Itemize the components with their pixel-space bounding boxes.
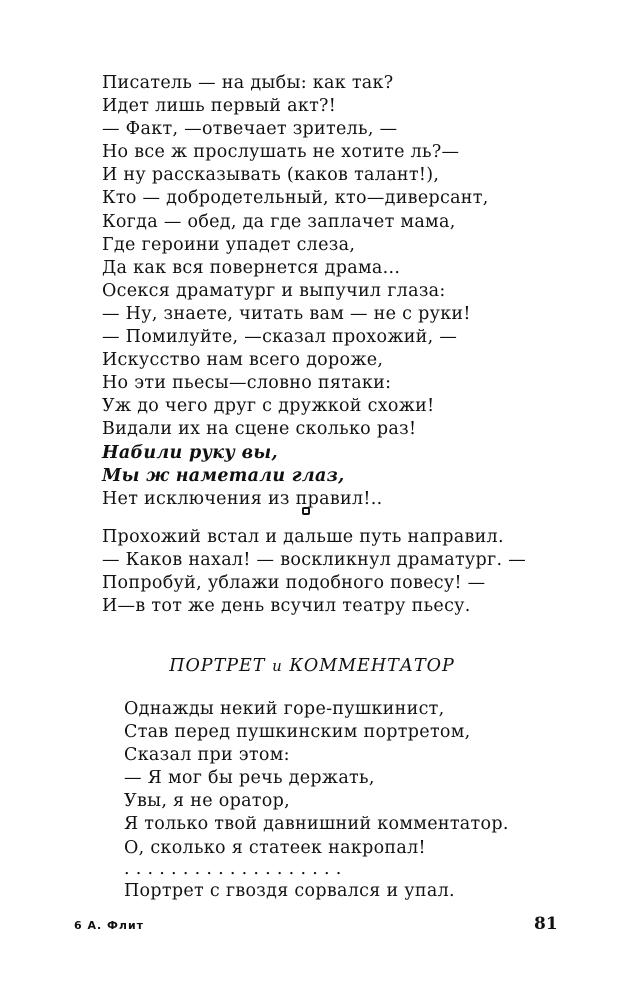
poem-line: Портрет с гвоздя сорвался и упал. — [124, 881, 455, 901]
poem-line: — Помилуйте, —сказал прохожий, — — [102, 327, 458, 348]
poem-line: Уж до чего друг с дружкой схожи! — [102, 396, 435, 417]
section-divider-icon — [302, 507, 310, 515]
poem-line: Писатель — на дыбы: как так? — [102, 73, 394, 93]
poem-line: Да как вся повернется драма... — [102, 257, 401, 278]
poem-line: Прохожий встал и дальше путь направил. — [102, 527, 504, 547]
poem-1-stanza-1 — [102, 72, 489, 511]
poem-line: Но эти пьесы—словно пятаки: — [102, 373, 392, 394]
poem-2-stanza — [124, 698, 509, 860]
poem-line: Однажды некий горе-пушкинист, — [124, 699, 445, 719]
dotted-separator: ................... — [124, 859, 348, 879]
poem-line: — Ну, знаете, читать вам — не с руки! — [102, 303, 471, 324]
poem-2-title-conjunction: и — [272, 657, 283, 675]
poem-line-italic: Набили руку вы, — [102, 442, 278, 463]
poem-line: Искусство нам всего дороже, — [102, 350, 384, 371]
poem-line: Кто — добродетельный, кто—диверсант, — [102, 188, 489, 209]
poem-line-italic: Мы ж наметали глаз, — [102, 465, 345, 486]
poem-line: Попробуй, ублажи подобного повесу! — — [102, 573, 486, 594]
poem-line: — Каков нахал! — воскликнул драматург. — — [102, 550, 527, 571]
poem-line: Нет исключения из правил!.. — [102, 488, 383, 509]
poem-2-title-part1: ПОРТРЕТ — [169, 656, 266, 676]
poem-line: Сказал при этом: — [124, 745, 290, 766]
poem-line: О, сколько я статеек накропал! — [124, 837, 426, 858]
poem-line: Увы, я не оратор, — [124, 791, 290, 812]
poem-line: И ну рассказывать (каков талант!), — [102, 165, 440, 186]
poem-line: — Факт, —отвечает зритель, — — [102, 119, 398, 140]
poem-line: Я только твой давнишний комментатор. — [124, 814, 509, 835]
poem-2-title-part2: КОММЕНТАТОР — [289, 656, 455, 676]
poem-2-final — [124, 880, 455, 903]
poem-line: И—в тот же день всучил театру пьесу. — [102, 596, 471, 617]
poem-2-title — [0, 656, 624, 676]
poem-line: Когда — обед, да где заплачет мама, — [102, 211, 456, 232]
printer-signature: 6 А. Флит — [74, 919, 145, 932]
poem-line: Видали их на сцене сколько раз! — [102, 419, 417, 440]
poem-line: Идет лишь первый акт?! — [102, 96, 337, 117]
poem-line: Став перед пушкинским портретом, — [124, 722, 471, 743]
poem-line: Но все ж прослушать не хотите ль?— — [102, 142, 460, 163]
page-number: 81 — [534, 914, 558, 934]
poem-line: Где героини упадет слеза, — [102, 234, 356, 255]
poem-line: — Я мог бы речь держать, — [124, 768, 375, 789]
poem-line: Осекся драматург и выпучил глаза: — [102, 280, 446, 301]
poem-1-stanza-2 — [102, 526, 526, 618]
